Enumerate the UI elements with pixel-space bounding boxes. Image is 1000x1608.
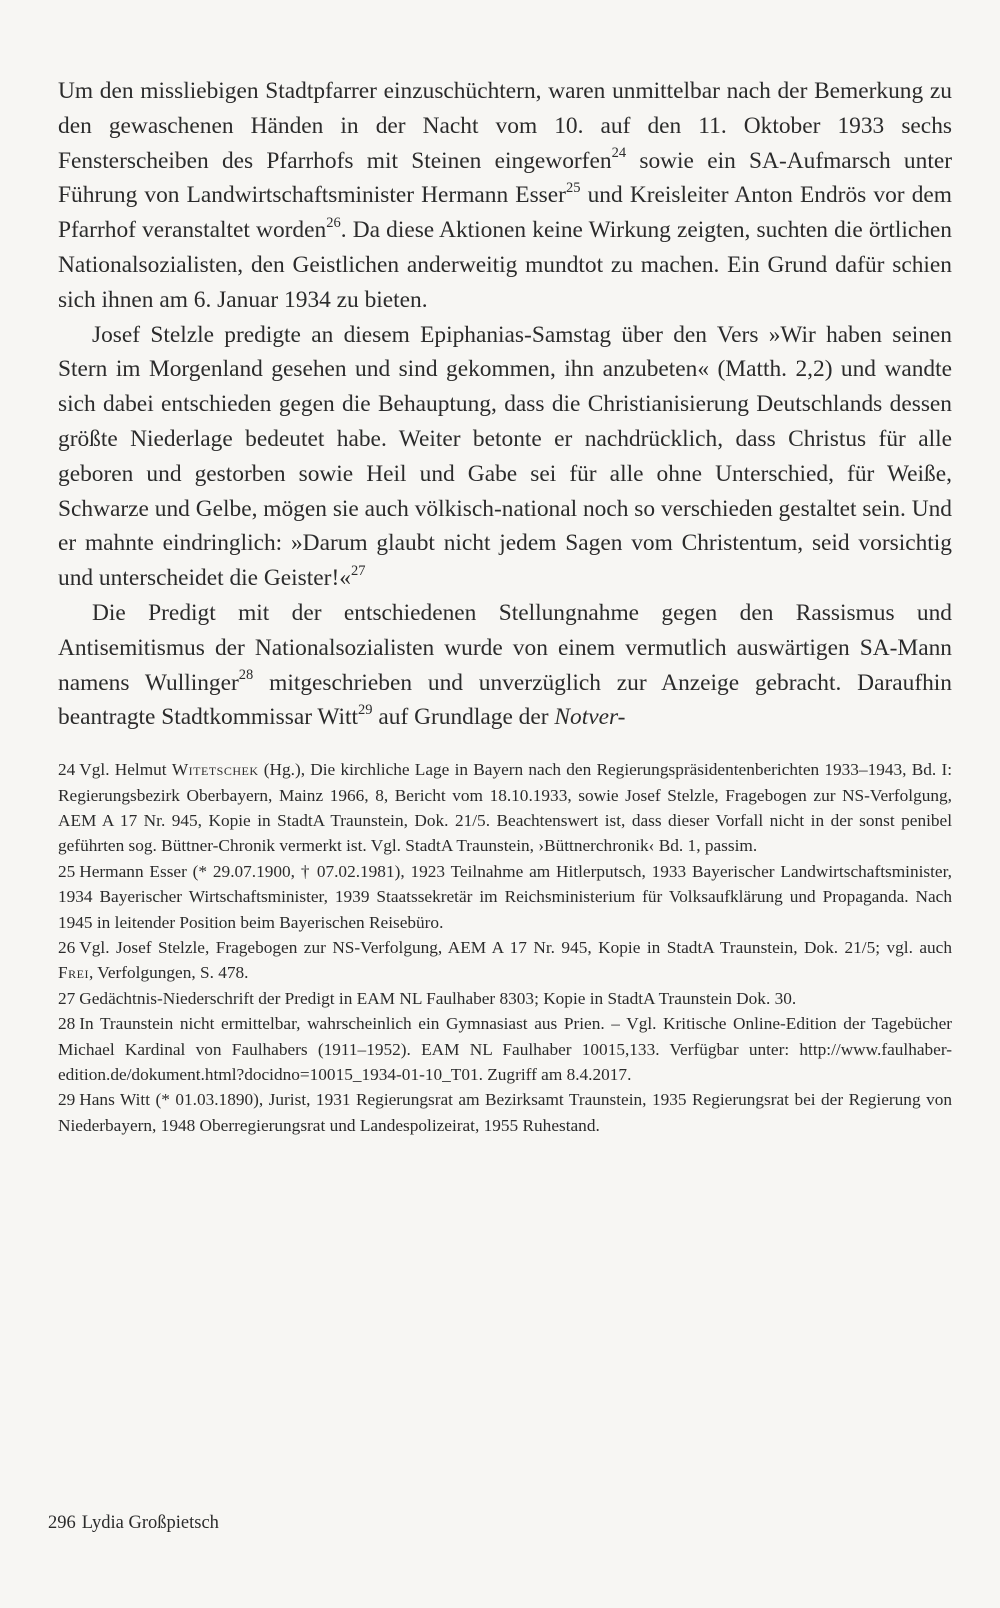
footnote-ref-26[interactable]: 26 bbox=[326, 214, 341, 231]
footnotes bbox=[58, 757, 952, 1138]
footnote-26: 26 Vgl. Josef Stelzle, Fragebogen zur NS-Verfolgung, AEM A 17 Nr. 945, Kopie in StadtA Traunstein, Dok. 21/5; vgl. auch Frei, Verfolgungen, S. 478. bbox=[58, 937, 952, 983]
footnote-ref-24[interactable]: 24 bbox=[611, 145, 627, 162]
footnote-ref-25[interactable]: 25 bbox=[565, 180, 581, 197]
footnote-24: 24 Vgl. Helmut Witetschek (Hg.), Die kirchliche Lage in Bayern nach den Regierungspräsidentenberichten 1933–1943, Bd. I: Regierungsbezirk Oberbayern, Mainz 1966, 8, Bericht vom 18.10.1933, sowie Josef Stelzle, Fragebogen zur NS-Verfolgung, AEM A 17 Nr. 945, Kopie in StadtA Traunstein, Dok. 21/5. Beachtenswert ist, dass dieser Vorfall nicht in der sonst penibel geführten sog. Büttner-Chronik vermerkt ist. Vgl. StadtA Traunstein, ›Büttnerchronik‹ Bd. 1, passim. bbox=[58, 760, 953, 856]
paragraph-2: Josef Stelzle predigte an diesem Epiphanias-Samstag über den Vers »Wir haben seinen Stern im Morgenland gesehen und sind gekommen, ihn anzubeten« (Matth. 2,2) und wandte sich dabei entschieden gegen die Behauptung, dass die Christianisierung Deutschlands dessen größte Niederlage bedeutet habe. Weiter betonte er nachdrücklich, dass Christus für alle geboren und gestorben sowie Heil und Gabe sei für alle ohne Unterschied, für Weiße, Schwarze und Gelbe, mögen sie auch völkisch-national noch so verschieden gestaltet sein. Und er mahnte eindringlich: »Darum glaubt nicht jedem Sagen vom Christentum, seid vorsichtig und unterscheidet die Geister!«$^{27}$ bbox=[58, 321, 952, 592]
running-author: Lydia Großpietsch bbox=[81, 1513, 219, 1533]
paragraph-1: Um den missliebigen Stadtpfarrer einzuschüchtern, waren unmittelbar nach der Bemerkung zu den gewaschenen Händen in der Nacht vom 10. auf den 11. Oktober 1933 sechs Fensterscheiben des Pfarrhofs mit Steinen eingeworfen$^{24}$ sowie ein SA-Aufmarsch unter Führung von Landwirtschaftsminister Hermann Esser$^{25}$ und Kreisleiter Anton Endrös vor dem Pfarrhof veranstaltet worden$^{26}$. Da diese Aktionen keine Wirkung zeigten, suchten die örtlichen Nationalsozialisten, den Geistlichen anderweitig mundtot zu machen. Ein Grund dafür schien sich ihnen am 6. Januar 1934 zu bieten. bbox=[58, 78, 953, 313]
page-number: 296 bbox=[48, 1513, 76, 1533]
footnote-29: 29 Hans Witt (* 01.03.1890), Jurist, 1931 Regierungsrat am Bezirksamt Traunstein, 1935 Regierungsrat bei der Regierung von Niederbayern, 1948 Oberregierungsrat und Landespolizeirat, 1955 Ruhestand. bbox=[58, 1090, 952, 1135]
footnote-27: 27 Gedächtnis-Niederschrift der Predigt in EAM NL Faulhaber 8303; Kopie in StadtA Traunstein Dok. 30. bbox=[58, 988, 797, 1008]
footnote-ref-29[interactable]: 29 bbox=[358, 702, 373, 719]
paragraph-3: Die Predigt mit der entschiedenen Stellungnahme gegen den Rassismus und Antisemitismus der Nationalsozialisten wurde von einem vermutlich auswärtigen SA-Mann namens Wullinger$^{28}$ mitgeschrieben und unverzüglich zur Anzeige gebracht. Daraufhin beantragte Stadtkommissar Witt$^{29}$ auf Grundlage der Notver- bbox=[58, 599, 952, 731]
main-text bbox=[58, 74, 952, 735]
footnote-ref-27[interactable]: 27 bbox=[350, 562, 366, 579]
footnote-25: 25 Hermann Esser (* 29.07.1900, † 07.02.1981), 1923 Teilnahme am Hitlerputsch, 1933 Bayerischer Landwirtschaftsminister, 1934 Bayerischer Wirtschaftsminister, 1939 Staatssekretär im Reichsministerium für Volksaufklärung und Propaganda. Nach 1945 in leitender Position beim Bayerischen Reisebüro. bbox=[58, 861, 952, 932]
page-footer bbox=[48, 1513, 219, 1534]
footnote-28: 28 In Traunstein nicht ermittelbar, wahrscheinlich ein Gymnasiast aus Prien. – Vgl. Kritische Online-Edition der Tagebücher Michael Kardinal von Faulhabers (1911–1952). EAM NL Faulhaber 10015,133. Verfügbar unter: http://www.faulhaber-edition.de/dokument.html?docidno=10015_1934-01-10_T01. Zugriff am 8.4.2017. bbox=[58, 1014, 952, 1085]
footnote-ref-28[interactable]: 28 bbox=[238, 667, 254, 684]
